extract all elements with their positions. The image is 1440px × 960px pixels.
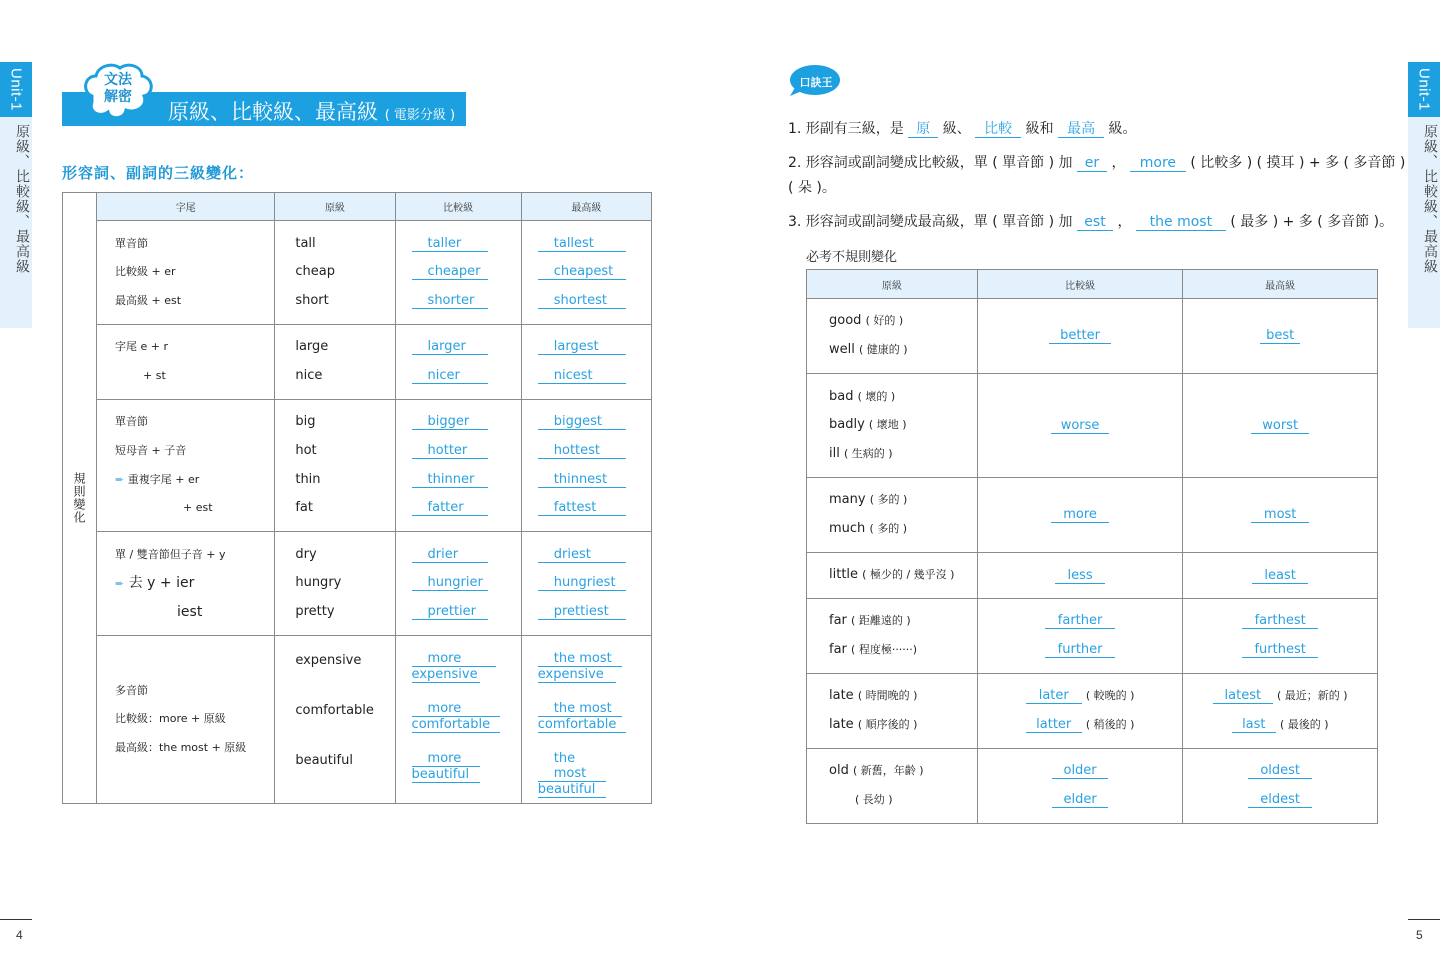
answer-word: hungrier bbox=[412, 575, 488, 591]
irregular-changes-table bbox=[806, 269, 1378, 824]
base-cell bbox=[807, 374, 978, 478]
section-heading: 形容詞、副詞的三級變化： bbox=[62, 164, 255, 182]
answer-word: hottest bbox=[538, 443, 626, 459]
comparative-cell bbox=[395, 221, 521, 325]
col-header-suffix: 字尾 bbox=[97, 193, 275, 221]
table-row bbox=[63, 532, 652, 636]
gloss: ( 多的 ) bbox=[869, 493, 908, 507]
answer-blank: er bbox=[1077, 155, 1107, 172]
superlative-cell bbox=[1183, 374, 1378, 478]
answer-word: comfortable bbox=[538, 717, 626, 733]
comparative-cell bbox=[977, 374, 1182, 478]
answer-word: furthest bbox=[1242, 642, 1318, 658]
base-word: bad bbox=[829, 388, 854, 404]
page-number-right: 5 bbox=[1416, 928, 1423, 942]
answer-word: oldest bbox=[1248, 763, 1312, 779]
base-cell bbox=[807, 478, 978, 553]
base-word: little bbox=[829, 567, 859, 583]
base-word: hot bbox=[295, 442, 317, 458]
page-rule bbox=[0, 919, 32, 920]
answer-word: worse bbox=[1051, 418, 1109, 434]
table-row bbox=[63, 636, 652, 804]
answer-word: beautiful bbox=[538, 782, 606, 798]
answer-word: beautiful bbox=[412, 767, 480, 783]
rule-line: 去 y + ier bbox=[128, 575, 195, 592]
answer-word: shorter bbox=[412, 293, 488, 309]
answer-word: prettier bbox=[412, 604, 488, 620]
col-header-base: 原級 bbox=[807, 270, 978, 299]
gloss: ( 距離遠的 ) bbox=[851, 614, 911, 628]
answer-word: further bbox=[1045, 642, 1115, 658]
gloss: ( 程度極‧‧‧‧‧‧) bbox=[851, 643, 918, 656]
base-cell bbox=[275, 221, 395, 325]
title-sub: ( 電影分級 ) bbox=[384, 108, 456, 123]
table-row bbox=[63, 221, 652, 325]
answer-word: farthest bbox=[1242, 613, 1318, 629]
superlative-cell bbox=[1183, 599, 1378, 674]
answer-word: nicer bbox=[412, 368, 488, 384]
base-cell bbox=[807, 674, 978, 749]
answer-word: latest bbox=[1213, 688, 1273, 704]
base-word: tall bbox=[295, 235, 316, 251]
superlative-cell bbox=[521, 325, 651, 400]
superlative-cell bbox=[1183, 749, 1378, 824]
answer-word: driest bbox=[538, 547, 626, 563]
base-word: large bbox=[295, 339, 329, 355]
arrow-icon: ➨ bbox=[115, 577, 125, 591]
comparative-cell bbox=[395, 636, 521, 804]
base-cell bbox=[807, 599, 978, 674]
rule-line: + st bbox=[143, 369, 166, 382]
rule-line: 單音節 bbox=[115, 415, 149, 429]
rule-text: 3. 形容詞或副詞變成最高級，單 ( 單音節 ) 加 bbox=[788, 214, 1073, 230]
answer-word: shortest bbox=[538, 293, 626, 309]
base-word: badly bbox=[829, 417, 865, 433]
table-row bbox=[807, 674, 1378, 749]
answer-blank: 原 bbox=[908, 121, 938, 138]
answer-blank: the most bbox=[1136, 214, 1226, 231]
rule-text: 2. 形容詞或副詞變成比較級，單 ( 單音節 ) 加 bbox=[788, 155, 1073, 171]
answer-word: expensive bbox=[538, 667, 616, 683]
col-header-superlative: 最高級 bbox=[1183, 270, 1378, 299]
answer-word: cheaper bbox=[412, 264, 488, 280]
answer-word: worst bbox=[1251, 418, 1309, 434]
rule-cell bbox=[97, 400, 275, 532]
badge-line-1: 文法 bbox=[104, 72, 132, 88]
answer-word: fatter bbox=[412, 500, 488, 516]
page-number-left: 4 bbox=[16, 928, 23, 942]
rule-line: 字尾 e + r bbox=[115, 340, 169, 354]
comparative-cell bbox=[977, 478, 1182, 553]
col-header-base: 原級 bbox=[275, 193, 395, 221]
superlative-cell bbox=[521, 400, 651, 532]
answer-word: least bbox=[1252, 568, 1308, 584]
answer-word: more bbox=[412, 701, 500, 717]
base-word: good bbox=[829, 313, 862, 329]
table-row bbox=[807, 374, 1378, 478]
regular-changes-table bbox=[62, 192, 652, 804]
base-word: far bbox=[829, 613, 847, 629]
base-word: nice bbox=[295, 368, 323, 383]
answer-word: later bbox=[1026, 688, 1082, 704]
answer-word: largest bbox=[538, 339, 626, 355]
gloss: ( 順序後的 ) bbox=[857, 718, 918, 731]
superlative-cell bbox=[1183, 553, 1378, 599]
comparative-cell bbox=[977, 674, 1182, 749]
answer-word: best bbox=[1260, 328, 1300, 344]
gloss: ( 時間晚的 ) bbox=[857, 689, 918, 703]
superlative-cell bbox=[1183, 478, 1378, 553]
gloss: ( 長幼 ) bbox=[855, 793, 893, 806]
answer-word: more bbox=[412, 751, 480, 767]
superlative-cell bbox=[1183, 674, 1378, 749]
base-word: fat bbox=[295, 500, 313, 516]
gloss: ( 好的 ) bbox=[865, 314, 904, 328]
arrow-icon: ➨ bbox=[115, 472, 125, 486]
answer-word: older bbox=[1052, 763, 1108, 779]
superlative-cell bbox=[1183, 299, 1378, 374]
gloss: ( 極少的 / 幾乎沒 ) bbox=[862, 568, 955, 582]
answer-word: taller bbox=[412, 236, 488, 252]
answer-word: latter bbox=[1026, 717, 1082, 733]
table-row bbox=[807, 599, 1378, 674]
rule-line: 單音節 bbox=[115, 236, 149, 250]
comparative-cell bbox=[977, 599, 1182, 674]
rule-line: 比較級 + er bbox=[115, 265, 176, 279]
base-cell bbox=[275, 325, 395, 400]
col-header-comparative: 比較級 bbox=[395, 193, 521, 221]
base-cell bbox=[275, 532, 395, 636]
comparative-cell bbox=[977, 553, 1182, 599]
answer-blank: more bbox=[1130, 155, 1186, 172]
answer-word: last bbox=[1232, 717, 1276, 733]
rule-cell bbox=[97, 636, 275, 804]
rule-text: 級和 bbox=[1025, 121, 1054, 137]
table-row bbox=[807, 299, 1378, 374]
gloss: ( 較晚的 ) bbox=[1085, 689, 1135, 703]
rule-text: ( 最多 ) + 多 ( 多音節 )。 bbox=[1230, 214, 1394, 230]
answer-word: more bbox=[1051, 507, 1109, 523]
rule-line: iest bbox=[177, 603, 203, 620]
answer-word: tallest bbox=[538, 236, 626, 252]
base-word: many bbox=[829, 492, 866, 508]
gloss: ( 最近；新的 ) bbox=[1276, 689, 1348, 703]
answer-word: the most bbox=[538, 751, 606, 782]
page-title bbox=[168, 96, 455, 126]
answer-word: prettiest bbox=[538, 604, 626, 620]
rule-cell bbox=[97, 325, 275, 400]
answer-word: more bbox=[412, 651, 496, 667]
rule-text: ( 比較多 ) ( 摸耳 ) + 多 ( 多音節 ) bbox=[1190, 155, 1406, 171]
rule-line: + est bbox=[183, 501, 213, 515]
rule-3 bbox=[788, 211, 1393, 231]
answer-word: biggest bbox=[538, 414, 626, 430]
answer-word: better bbox=[1049, 328, 1111, 344]
base-word: big bbox=[295, 414, 316, 430]
title-main: 原級、比較級、最高級 bbox=[168, 100, 378, 124]
base-word: cheap bbox=[295, 264, 335, 280]
gloss: ( 壞的 ) bbox=[857, 389, 896, 403]
rule-2-continued: ( 朵 )。 bbox=[788, 180, 836, 196]
answer-word: nicest bbox=[538, 368, 626, 384]
answer-word: hungriest bbox=[538, 575, 626, 591]
base-word: far bbox=[829, 642, 847, 657]
side-label bbox=[63, 193, 97, 804]
badge-line-2: 解密 bbox=[104, 89, 132, 105]
mnemonic-label: 口訣王 bbox=[799, 76, 833, 89]
gloss: ( 健康的 ) bbox=[859, 343, 908, 356]
answer-word: the most bbox=[538, 701, 622, 717]
answer-word: eldest bbox=[1248, 792, 1312, 808]
table-row bbox=[63, 400, 652, 532]
base-word: beautiful bbox=[295, 752, 353, 768]
rule-text: ， bbox=[1111, 155, 1126, 171]
base-word: much bbox=[829, 521, 866, 536]
rule-2 bbox=[788, 152, 1405, 172]
base-word: late bbox=[829, 717, 854, 732]
table-row bbox=[63, 325, 652, 400]
answer-word: hotter bbox=[412, 443, 488, 459]
base-word: thin bbox=[295, 471, 321, 487]
comparative-cell bbox=[395, 325, 521, 400]
answer-word: comfortable bbox=[412, 717, 500, 733]
rule-text: 1. 形副有三級，是 bbox=[788, 121, 904, 137]
side-label-text: 規則變化 bbox=[72, 472, 87, 524]
superlative-cell bbox=[521, 636, 651, 804]
rule-text: ， bbox=[1117, 214, 1132, 230]
answer-word: fattest bbox=[538, 500, 626, 516]
answer-word: thinner bbox=[412, 472, 488, 488]
answer-word: most bbox=[1251, 507, 1309, 523]
page-rule bbox=[1408, 919, 1440, 920]
answer-word: bigger bbox=[412, 414, 488, 430]
base-cell bbox=[275, 636, 395, 804]
answer-word: larger bbox=[412, 339, 488, 355]
table-row bbox=[807, 478, 1378, 553]
answer-word: farther bbox=[1045, 613, 1115, 629]
table-row bbox=[807, 749, 1378, 824]
base-word: dry bbox=[295, 546, 317, 562]
base-cell bbox=[275, 400, 395, 532]
rule-cell bbox=[97, 221, 275, 325]
comparative-cell bbox=[977, 749, 1182, 824]
gloss: ( 生病的 ) bbox=[843, 446, 893, 460]
base-word: comfortable bbox=[295, 702, 374, 718]
base-cell bbox=[807, 299, 978, 374]
comparative-cell bbox=[395, 532, 521, 636]
answer-word: elder bbox=[1052, 792, 1108, 808]
col-header-comparative: 比較級 bbox=[977, 270, 1182, 299]
rule-line: 重複字尾 + er bbox=[127, 472, 200, 486]
base-cell bbox=[807, 553, 978, 599]
rule-line: 短母音 + 子音 bbox=[115, 443, 187, 457]
base-word: hungry bbox=[295, 575, 342, 591]
chapter-label: 原級、比較級、最高級 bbox=[14, 124, 30, 274]
rule-text: 級。 bbox=[1108, 121, 1137, 137]
rule-line: 單 / 雙音節但子音 + y bbox=[115, 547, 226, 561]
answer-word: expensive bbox=[411, 666, 478, 682]
rule-line: 比較級：more + 原級 bbox=[115, 712, 226, 726]
answer-word: the most bbox=[538, 651, 622, 667]
base-word: expensive bbox=[295, 652, 362, 668]
base-word: well bbox=[829, 342, 855, 357]
rule-line: 最高級：the most + 原級 bbox=[115, 740, 247, 754]
answer-word: thinnest bbox=[538, 472, 626, 488]
base-word: short bbox=[295, 292, 329, 308]
base-word: ill bbox=[829, 445, 840, 461]
gloss: ( 新舊，年齡 ) bbox=[852, 764, 924, 778]
answer-blank: 比較 bbox=[975, 121, 1021, 138]
answer-blank: 最高 bbox=[1058, 121, 1104, 138]
right-side-tab bbox=[1408, 62, 1440, 328]
base-word: pretty bbox=[295, 603, 335, 619]
answer-word: cheapest bbox=[538, 264, 626, 280]
base-word: late bbox=[829, 688, 854, 704]
base-word: old bbox=[829, 763, 849, 779]
rule-line: 最高級 + est bbox=[115, 293, 182, 307]
gloss: ( 多的 ) bbox=[869, 522, 908, 535]
irregular-heading: 必考不規則變化 bbox=[806, 250, 898, 265]
gloss: ( 稍後的 ) bbox=[1085, 718, 1135, 731]
rule-line: 多音節 bbox=[115, 683, 149, 697]
rule-cell bbox=[97, 532, 275, 636]
answer-blank: est bbox=[1077, 214, 1113, 231]
chapter-label: 原級、比較級、最高級 bbox=[1422, 124, 1438, 274]
left-side-tab bbox=[0, 62, 32, 328]
unit-label: Unit-1 bbox=[0, 62, 32, 117]
superlative-cell bbox=[521, 221, 651, 325]
table-row bbox=[807, 553, 1378, 599]
unit-label: Unit-1 bbox=[1408, 62, 1440, 117]
answer-word: drier bbox=[412, 547, 488, 563]
rule-text: 級、 bbox=[942, 121, 971, 137]
rule-1 bbox=[788, 118, 1137, 138]
gloss: ( 最後的 ) bbox=[1279, 718, 1329, 731]
gloss: ( 壞地 ) bbox=[868, 418, 907, 432]
col-header-superlative: 最高級 bbox=[521, 193, 651, 221]
badge-text bbox=[96, 72, 140, 106]
base-cell bbox=[807, 749, 978, 824]
comparative-cell bbox=[977, 299, 1182, 374]
answer-word: less bbox=[1055, 568, 1105, 584]
superlative-cell bbox=[521, 532, 651, 636]
comparative-cell bbox=[395, 400, 521, 532]
